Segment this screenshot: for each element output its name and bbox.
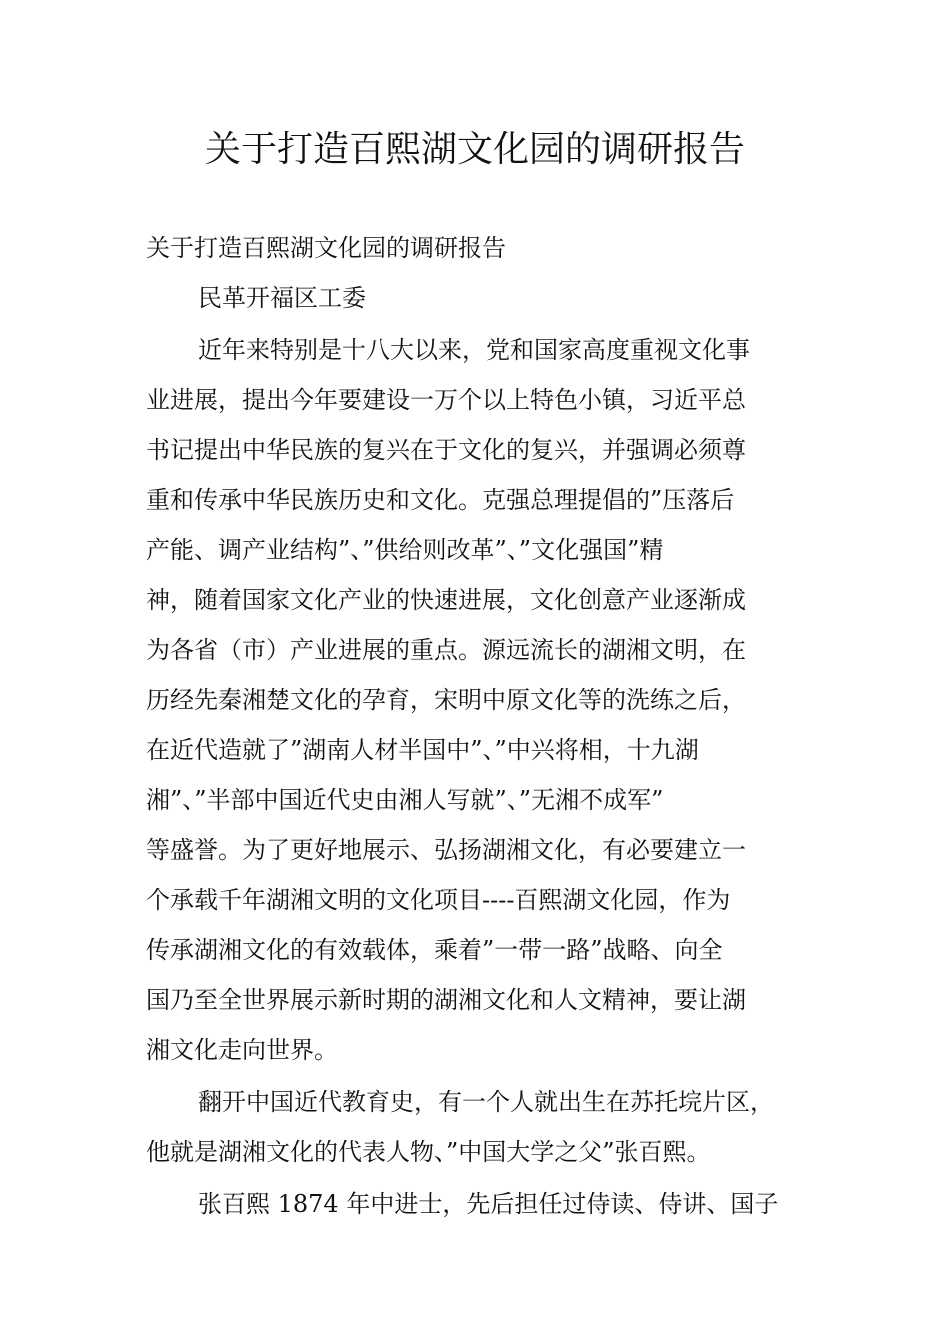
document-title: 关于打造百熙湖文化园的调研报告 xyxy=(204,129,745,170)
paragraph-line: 国乃至全世界展示新时期的湖湘文化和人文精神，要让湖 xyxy=(146,986,746,1014)
paragraph-line: 业进展，提出今年要建设一万个以上特色小镇，习近平总 xyxy=(146,386,746,414)
paragraph-line: 神，随着国家文化产业的快速进展，文化创意产业逐渐成 xyxy=(146,586,746,614)
author-line: 民革开福区工委 xyxy=(198,284,366,312)
paragraph-line: 产能、调产业结构”、”供给则改革”、”文化强国”精 xyxy=(146,536,664,564)
paragraph-line: 等盛誉。为了更好地展示、弘扬湖湘文化，有必要建立一 xyxy=(146,836,746,864)
paragraph-line: 湘”、”半部中国近代史由湘人写就”、”无湘不成军” xyxy=(146,786,664,814)
paragraph-line: 张百熙 1874 年中进士，先后担任过侍读、侍讲、国子 xyxy=(198,1190,779,1218)
paragraph-line: 书记提出中华民族的复兴在于文化的复兴，并强调必须尊 xyxy=(146,436,746,464)
document-subtitle: 关于打造百熙湖文化园的调研报告 xyxy=(146,234,506,262)
paragraph-line: 个承载千年湖湘文明的文化项目----百熙湖文化园，作为 xyxy=(146,886,731,914)
paragraph-line: 在近代造就了”湖南人材半国中”、”中兴将相，十九湖 xyxy=(146,736,699,764)
paragraph-line: 翻开中国近代教育史，有一个人就出生在苏托垸片区， xyxy=(198,1088,774,1116)
paragraph-line: 传承湖湘文化的有效载体，乘着”一带一路”战略、向全 xyxy=(146,936,723,964)
paragraph-line: 为各省（市）产业进展的重点。源远流长的湖湘文明，在 xyxy=(146,636,746,664)
paragraph-line: 重和传承中华民族历史和文化。克强总理提倡的”压落后 xyxy=(146,486,735,514)
paragraph-line: 他就是湖湘文化的代表人物、”中国大学之父”张百熙。 xyxy=(146,1138,711,1166)
paragraph-line: 近年来特别是十八大以来，党和国家高度重视文化事 xyxy=(198,336,750,364)
paragraph-line: 湘文化走向世界。 xyxy=(146,1036,338,1064)
paragraph-line: 历经先秦湘楚文化的孕育，宋明中原文化等的洗练之后， xyxy=(146,686,746,714)
